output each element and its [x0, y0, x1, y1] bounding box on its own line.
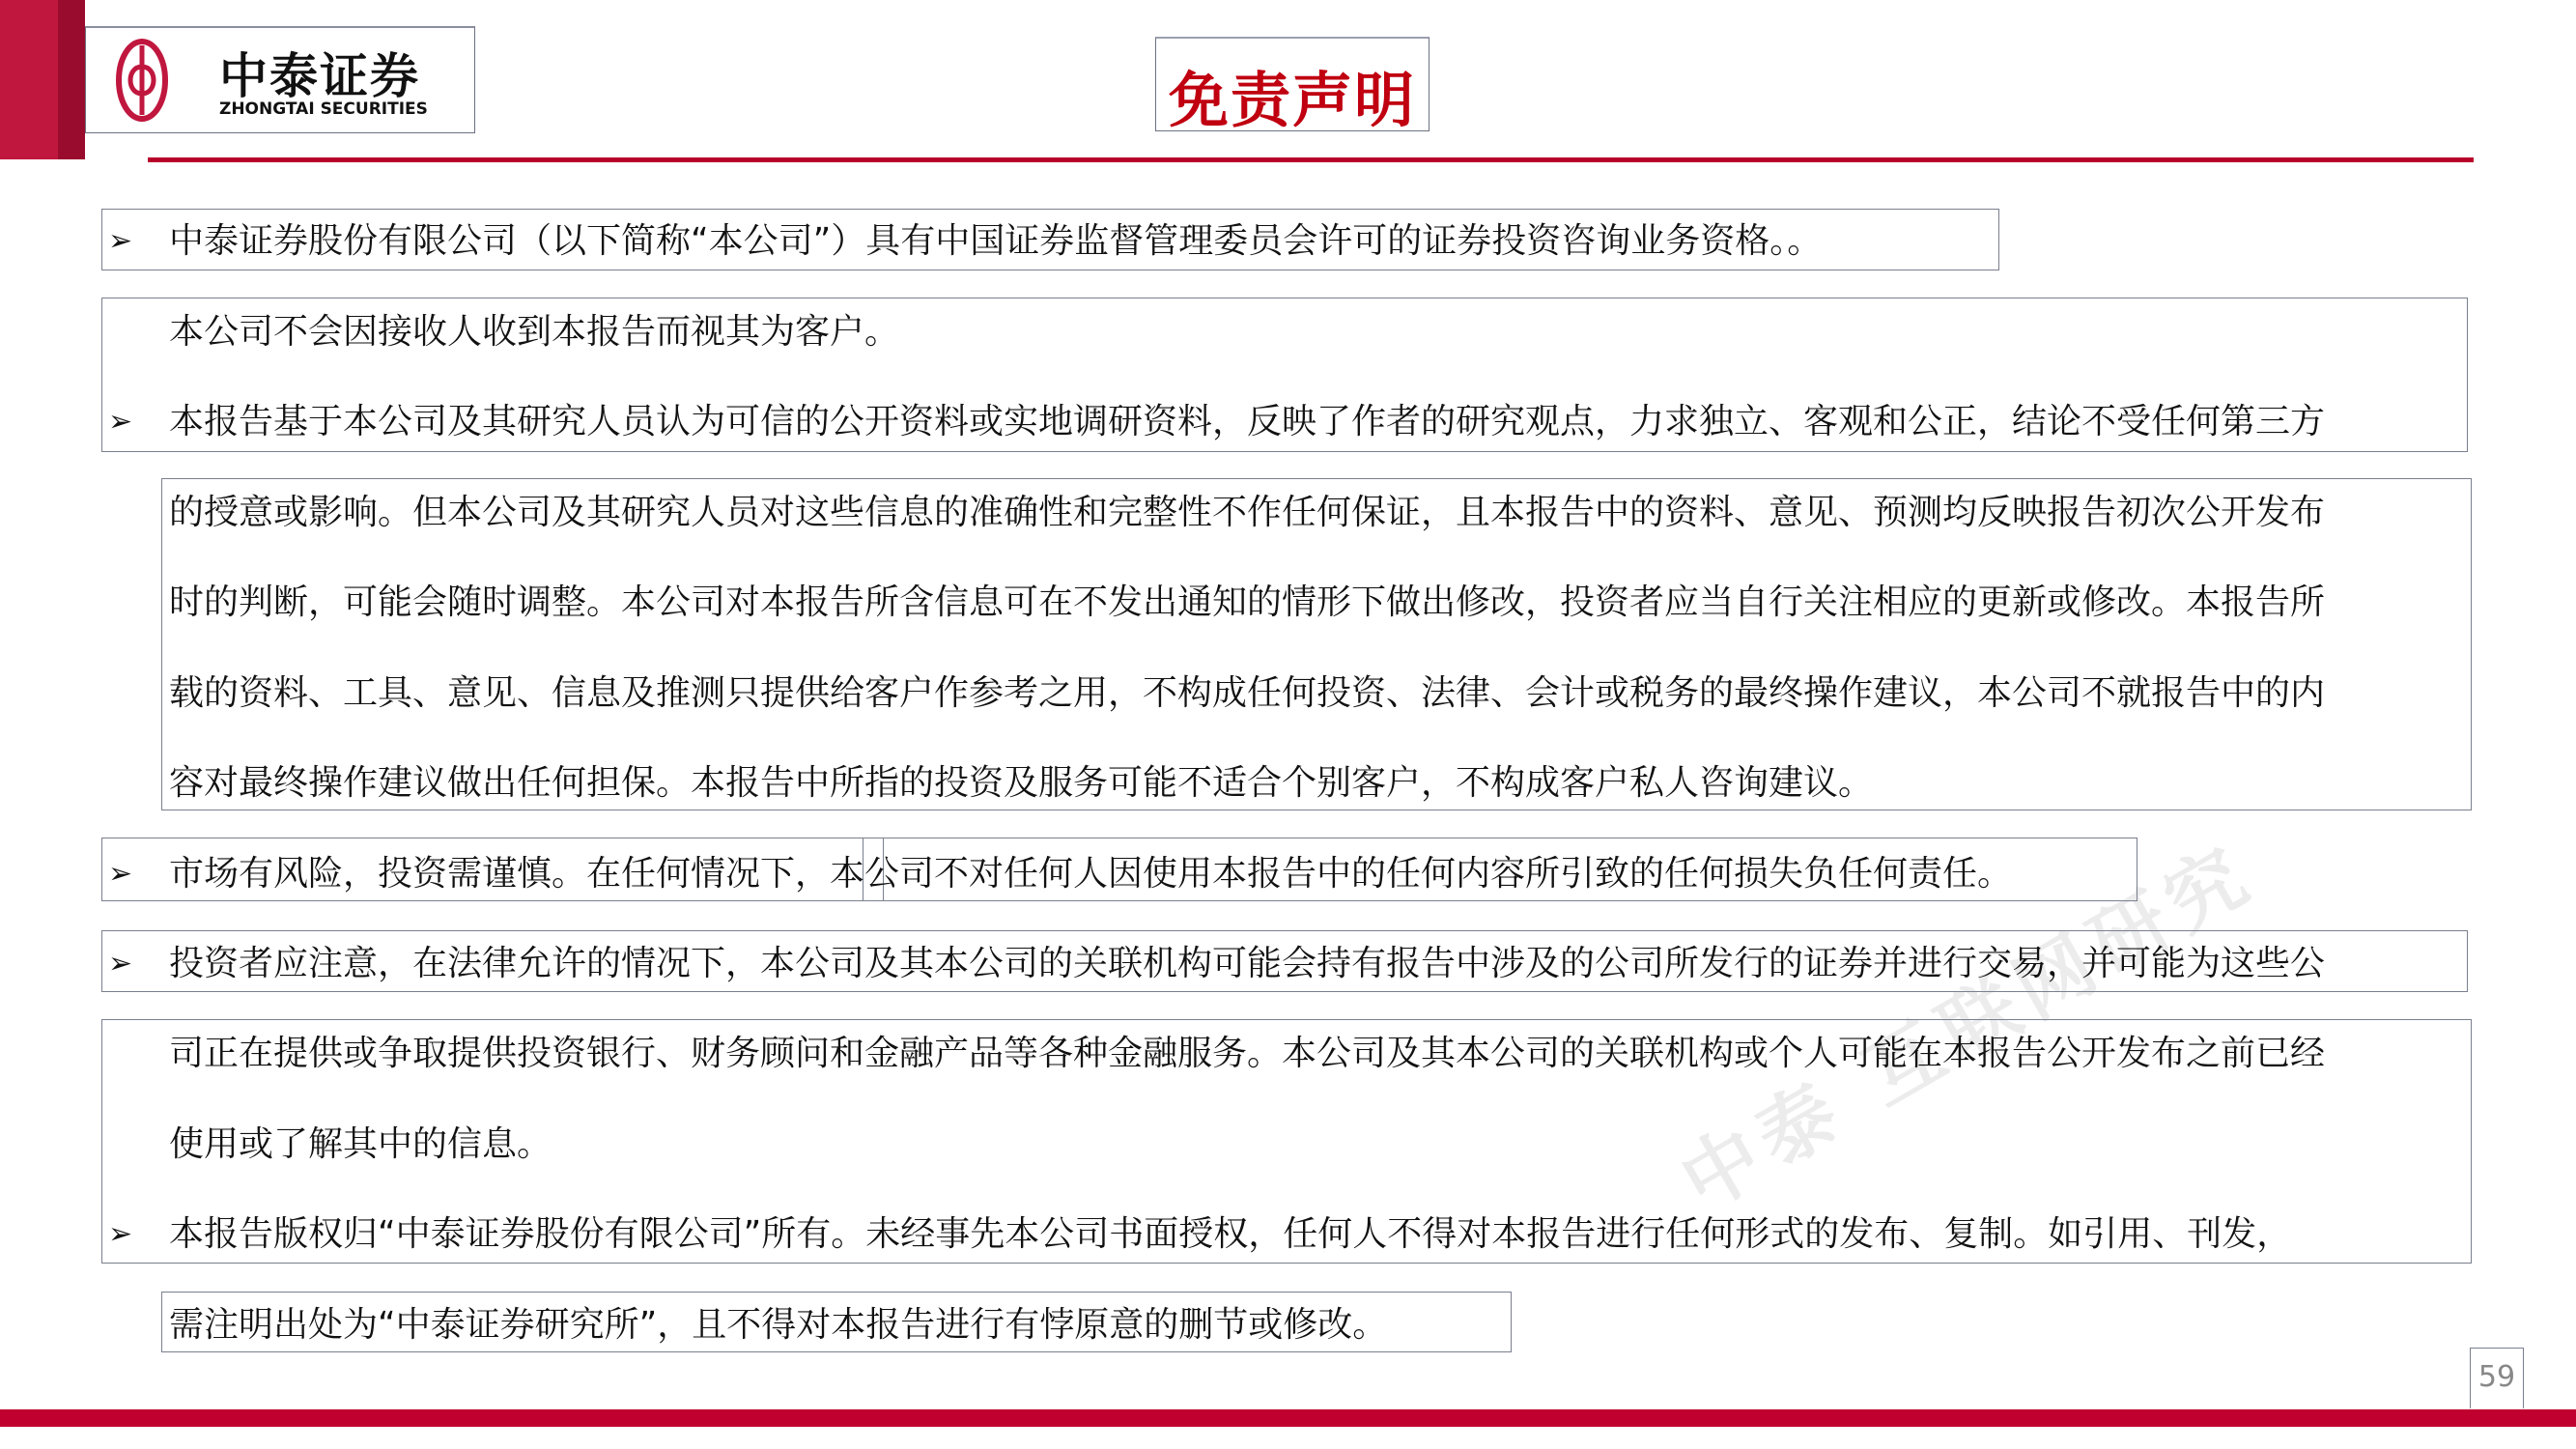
- logo-text-en: ZHONGTAI SECURITIES: [219, 99, 428, 119]
- bullet-icon: ➢: [108, 405, 133, 439]
- disclaimer-line: 中泰证券股份有限公司（以下简称“本公司”）具有中国证券监督管理委员会许可的证券投资咨询业务资格。。: [169, 221, 1823, 261]
- disclaimer-line: 使用或了解其中的信息。: [169, 1124, 552, 1164]
- disclaimer-line: 载的资料、工具、意见、信息及推测只提供给客户作参考之用，不构成任何投资、法律、会计或税务的最终操作建议，本公司不就报告中的内: [169, 673, 2326, 713]
- disclaimer-line: 本公司不会因接收人收到本报告而视其为客户。: [169, 312, 900, 352]
- disclaimer-line: 时的判断，可能会随时调整。本公司对本报告所含信息可在不发出通知的情形下做出修改，投资者应当自行关注相应的更新或修改。本报告所: [169, 582, 2326, 622]
- footer-bar: [0, 1409, 2576, 1427]
- bullet-icon: ➢: [108, 857, 133, 891]
- disclaimer-line: 本报告版权归“中泰证券股份有限公司”所有。未经事先本公司书面授权，任何人不得对本报告进行任何形式的发布、复制。如引用、刊发，: [169, 1214, 2292, 1254]
- page-title: 免责声明: [1168, 65, 1416, 135]
- disclaimer-line: 容对最终操作建议做出任何担保。本报告中所指的投资及服务可能不适合个别客户，不构成客户私人咨询建议。: [169, 763, 1874, 803]
- disclaimer-line: 需注明出处为“中泰证券研究所”，且不得对本报告进行有悖原意的删节或修改。: [169, 1305, 1388, 1345]
- disclaimer-line: 投资者应注意，在法律允许的情况下，本公司及其本公司的关联机构可能会持有报告中涉及的公司所发行的证券并进行交易，并可能为这些公: [169, 944, 2326, 983]
- logo: [85, 26, 475, 133]
- disclaimer-line: 的授意或影响。但本公司及其研究人员对这些信息的准确性和完整性不作任何保证，且本报告中的资料、意见、预测均反映报告初次公开发布: [169, 493, 2326, 532]
- disclaimer-line: 市场有风险，投资需谨慎。在任何情况下，本公司不对任何人因使用本报告中的任何内容所引致的任何损失负任何责任。: [169, 854, 2013, 894]
- watermark: 中泰 互联网研究: [1665, 827, 2270, 1228]
- header-divider: [148, 157, 2474, 162]
- page-number-box: [2470, 1348, 2524, 1408]
- logo-text-cn: 中泰证券: [219, 48, 420, 104]
- disclaimer-line: 司正在提供或争取提供投资银行、财务顾问和金融产品等各种金融服务。本公司及其本公司的关联机构或个人可能在本报告公开发布之前已经: [169, 1034, 2326, 1073]
- title-box: [1155, 37, 1430, 135]
- logo-icon: [115, 38, 169, 123]
- brand-bar-dark: [58, 0, 85, 159]
- page-number: 59: [2477, 1360, 2516, 1394]
- disclaimer-line: 本报告基于本公司及其研究人员认为可信的公开资料或实地调研资料，反映了作者的研究观点，力求独立、客观和公正，结论不受任何第三方: [169, 402, 2326, 441]
- brand-bar: [0, 0, 58, 159]
- bullet-icon: ➢: [108, 224, 133, 258]
- bullet-icon: ➢: [108, 947, 133, 980]
- bullet-icon: ➢: [108, 1217, 133, 1251]
